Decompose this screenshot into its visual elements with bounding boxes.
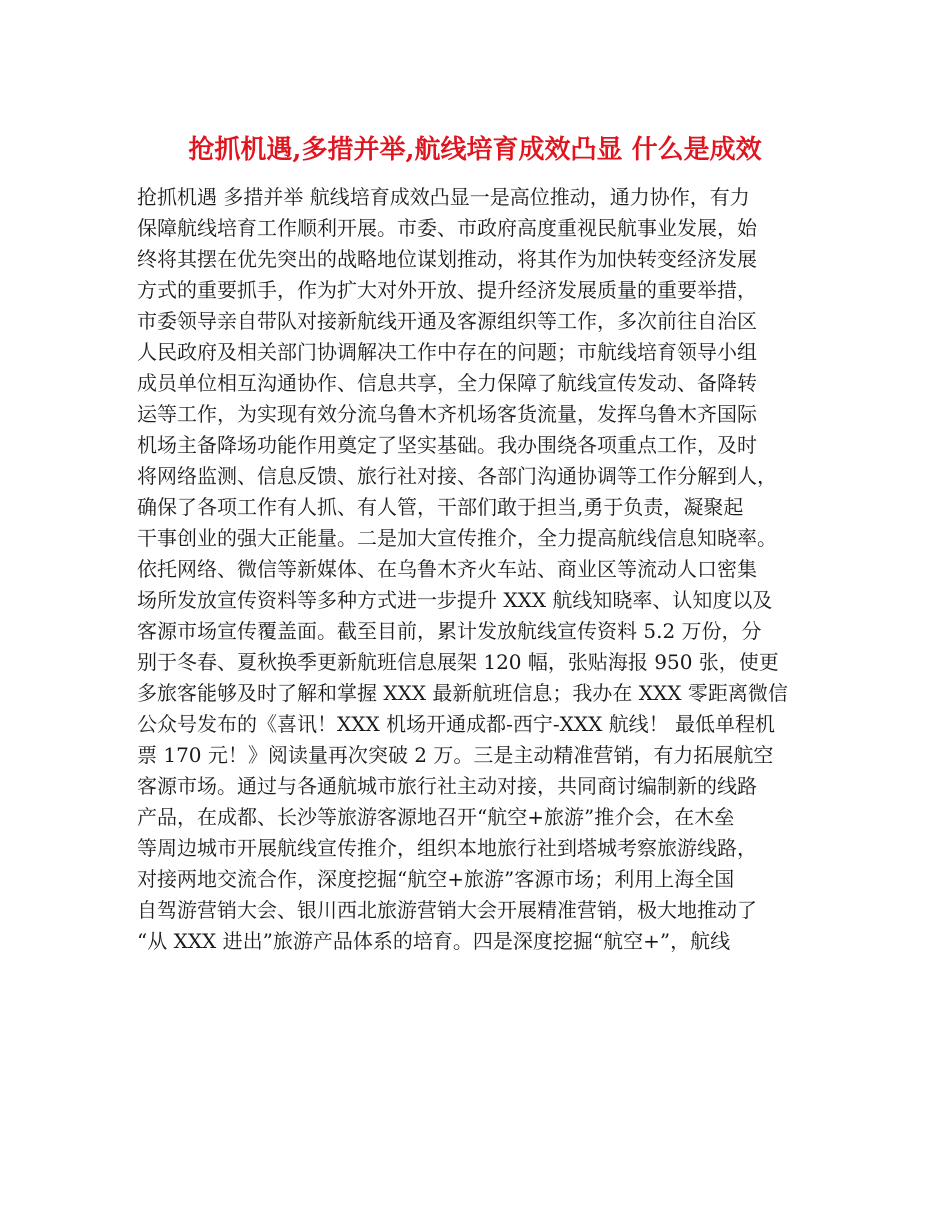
- body-line: 运等工作，为实现有效分流乌鲁木齐机场客货流量，发挥乌鲁木齐国际: [137, 402, 757, 426]
- body-line: 客源市场宣传覆盖面。截至目前，累计发放航线宣传资料 5.2 万份，分: [137, 619, 762, 643]
- body-line: 等周边城市开展航线宣传推介，组织本地旅行社到塔城考察旅游线路，: [137, 836, 757, 860]
- body-line: 别于冬春、夏秋换季更新航班信息展架 120 幅，张贴海报 950 张，使更: [137, 650, 779, 674]
- body-line: 确保了各项工作有人抓、有人管，干部们敢于担当,勇于负责，凝聚起: [137, 495, 744, 519]
- body-line: 依托网络、微信等新媒体、在乌鲁木齐火车站、商业区等流动人口密集: [137, 557, 757, 581]
- document-body: [137, 182, 827, 957]
- body-line: 方式的重要抓手，作为扩大对外开放、提升经济发展质量的重要举措，: [137, 278, 757, 302]
- body-line: 公众号发布的《喜讯！XXX 机场开通成都-西宁-XXX 航线！ 最低单程机: [137, 712, 776, 736]
- body-line: 保障航线培育工作顺利开展。市委、市政府高度重视民航事业发展，始: [137, 216, 757, 240]
- body-line: 票 170 元！》阅读量再次突破 2 万。三是主动精准营销，有力拓展航空: [137, 743, 774, 767]
- body-line: 将网络监测、信息反馈、旅行社对接、各部门沟通协调等工作分解到人，: [137, 464, 777, 488]
- body-line: 场所发放宣传资料等多种方式进一步提升 XXX 航线知晓率、认知度以及: [137, 588, 773, 612]
- document-title: 抢抓机遇,多措并举,航线培育成效凸显 什么是成效: [188, 135, 762, 165]
- body-line: 产品，在成都、长沙等旅游客源地召开“航空+旅游”推介会，在木垒: [137, 805, 735, 829]
- body-line: 人民政府及相关部门协调解决工作中存在的问题；市航线培育领导小组: [137, 340, 757, 364]
- body-line: 自驾游营销大会、银川西北旅游营销大会开展精准营销，极大地推动了: [137, 898, 757, 922]
- body-line: 客源市场。通过与各通航城市旅行社主动对接，共同商讨编制新的线路: [137, 774, 757, 798]
- body-line: 市委领导亲自带队对接新航线开通及客源组织等工作，多次前往自治区: [137, 309, 757, 333]
- body-line: “从 XXX 进出”旅游产品体系的培育。四是深度挖掘“航空+”，航线: [137, 929, 731, 953]
- body-line: 机场主备降场功能作用奠定了坚实基础。我办围绕各项重点工作，及时: [137, 433, 757, 457]
- body-line: 成员单位相互沟通协作、信息共享，全力保障了航线宣传发动、备降转: [137, 371, 757, 395]
- body-line: 多旅客能够及时了解和掌握 XXX 最新航班信息；我办在 XXX 零距离微信: [137, 681, 788, 705]
- body-line: 干事创业的强大正能量。二是加大宣传推介，全力提高航线信息知晓率。: [137, 526, 777, 550]
- body-line: 对接两地交流合作，深度挖掘“航空+旅游”客源市场；利用上海全国: [137, 867, 735, 891]
- body-line: 抢抓机遇 多措并举 航线培育成效凸显一是高位推动，通力协作，有力: [137, 185, 750, 209]
- body-line: 终将其摆在优先突出的战略地位谋划推动，将其作为加快转变经济发展: [137, 247, 757, 271]
